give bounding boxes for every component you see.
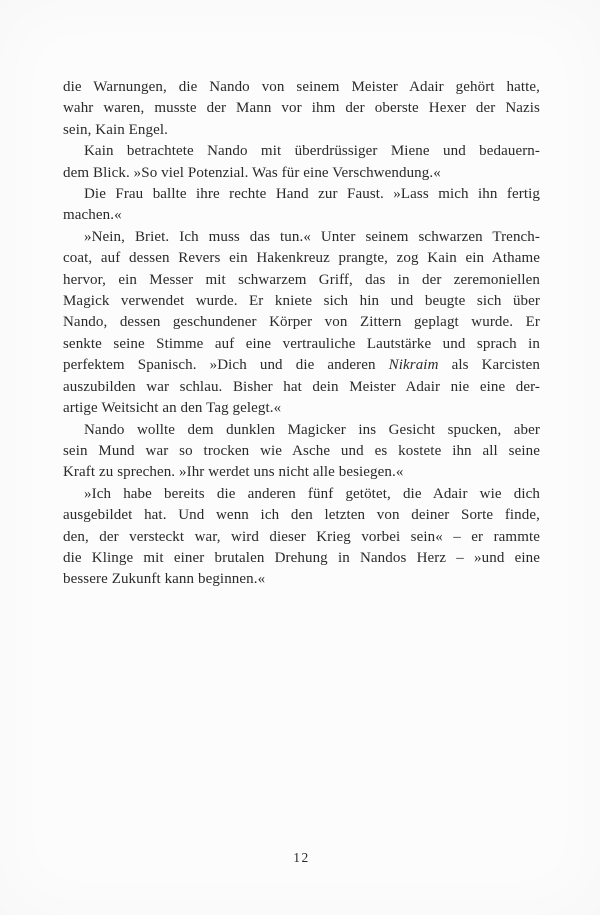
text-line — [63, 312, 540, 333]
text-line — [63, 248, 540, 269]
italic-text: Nikraim — [388, 357, 439, 374]
text-line — [63, 98, 540, 119]
text-line — [63, 291, 540, 312]
text-line — [63, 569, 540, 590]
text-segment: »Ich habe bereits die anderen fünf getötet, die Adair wie dich — [84, 485, 540, 502]
text-segment: die Klinge mit einer brutalen Drehung in Nandos Herz – »und eine — [63, 549, 540, 566]
text-segment: machen.« — [63, 207, 122, 224]
text-line — [63, 120, 540, 141]
text-line — [63, 77, 540, 98]
text-segment: Kraft zu sprechen. »Ihr werdet uns nicht alle besiegen.« — [63, 464, 404, 481]
text-line — [63, 184, 540, 205]
text-line — [63, 441, 540, 462]
text-segment: den, der versteckt war, wird dieser Krieg vorbei sein« – er rammte — [63, 528, 540, 545]
text-segment: dem Blick. »So viel Potenzial. Was für eine Verschwendung.« — [63, 164, 441, 181]
text-segment: ausgebildet hat. Und wenn ich den letzten von deiner Sorte finde, — [63, 507, 540, 524]
text-line — [63, 505, 540, 526]
text-line — [63, 398, 540, 419]
text-line — [63, 227, 540, 248]
text-line — [63, 141, 540, 162]
text-line — [63, 355, 540, 376]
text-line — [63, 548, 540, 569]
text-line — [63, 462, 540, 483]
text-line — [63, 205, 540, 226]
text-segment: sein, Kain Engel. — [63, 121, 169, 138]
page-number: 12 — [293, 850, 310, 865]
text-segment: bessere Zukunft kann beginnen.« — [63, 571, 266, 588]
page-text — [63, 77, 540, 591]
text-line — [63, 484, 540, 505]
text-line — [63, 334, 540, 355]
text-segment: senkte seine Stimme auf eine vertrauliche Lautstärke und sprach in — [63, 335, 540, 352]
text-segment: artige Weitsicht an den Tag gelegt.« — [63, 400, 282, 417]
text-segment: »Nein, Briet. Ich muss das tun.« Unter seinem schwarzen Trench- — [84, 228, 540, 245]
paragraph — [63, 141, 540, 184]
text-segment: Magick verwendet wurde. Er kniete sich hin und beugte sich über — [63, 293, 540, 310]
text-line — [63, 377, 540, 398]
text-segment: Nando, dessen geschundener Körper von Zittern geplagt wurde. Er — [63, 314, 540, 331]
text-segment: sein Mund war so trocken wie Asche und es kostete ihn all seine — [63, 442, 540, 459]
text-segment: als Karcisten — [438, 357, 540, 374]
text-line — [63, 270, 540, 291]
text-segment: auszubilden war schlau. Bisher hat dein Meister Adair nie eine der- — [63, 378, 540, 395]
text-line — [63, 163, 540, 184]
paragraph — [63, 184, 540, 227]
text-segment: coat, auf dessen Revers ein Hakenkreuz prangte, zog Kain ein Athame — [63, 250, 540, 267]
text-segment: hervor, ein Messer mit schwarzem Griff, das in der zeremoniellen — [63, 271, 540, 288]
text-segment: wahr waren, musste der Mann vor ihm der oberste Hexer der Nazis — [63, 100, 540, 117]
paragraph — [63, 420, 540, 484]
text-segment: Nando wollte dem dunklen Magicker ins Gesicht spucken, aber — [84, 421, 540, 438]
text-segment: perfektem Spanisch. »Dich und die anderen — [63, 357, 389, 374]
text-segment: die Warnungen, die Nando von seinem Meister Adair gehört hatte, — [63, 79, 540, 95]
text-line — [63, 527, 540, 548]
paragraph — [63, 227, 540, 420]
paragraph — [63, 77, 540, 141]
text-line — [63, 420, 540, 441]
text-segment: Die Frau ballte ihre rechte Hand zur Faust. »Lass mich ihn fertig — [84, 186, 540, 203]
text-segment: Kain betrachtete Nando mit überdrüssiger Miene und bedauern- — [84, 143, 540, 160]
paragraph — [63, 484, 540, 591]
